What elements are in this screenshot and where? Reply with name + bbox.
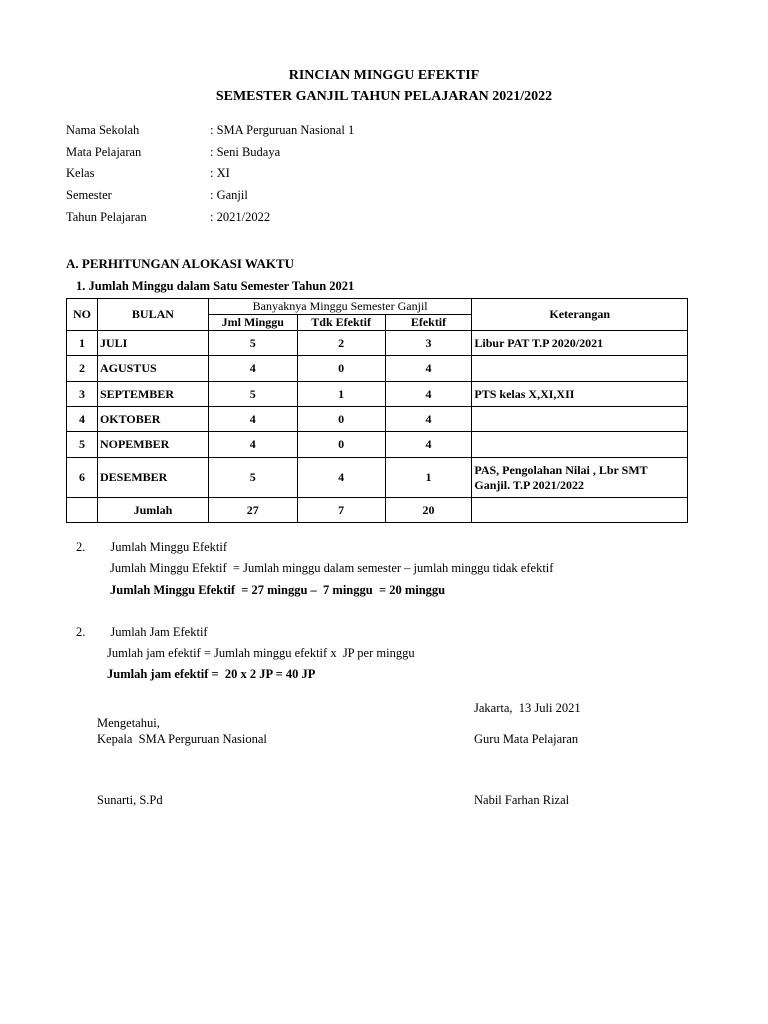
cell-keterangan <box>472 458 688 498</box>
cell-no: 4 <box>67 407 98 432</box>
keterangan-line: PAS, Pengolahan Nilai , Lbr SMT <box>474 462 648 477</box>
header-jml-minggu: Jml Minggu <box>208 315 297 331</box>
info-value: : 2021/2022 <box>210 210 271 224</box>
cell-total-label: Jumlah <box>97 498 208 523</box>
principal-title: Kepala SMA Perguruan Nasional <box>97 732 267 746</box>
table-row <box>67 356 688 382</box>
cell-keterangan: Libur PAT T.P 2020/2021 <box>472 331 688 356</box>
effective-weeks-result: Jumlah Minggu Efektif = 27 minggu – 7 minggu = 20 minggu <box>110 583 446 597</box>
table-header-row <box>67 299 688 315</box>
info-label: Semester <box>66 188 112 202</box>
cell-bulan: NOPEMBER <box>97 432 208 458</box>
cell-no: 1 <box>67 331 98 356</box>
info-label: Tahun Pelajaran <box>66 210 147 224</box>
info-row-year <box>66 210 270 225</box>
info-value: : Seni Budaya <box>210 145 281 159</box>
table-total-row <box>67 498 688 523</box>
cell-no: 2 <box>67 356 98 382</box>
teacher-title: Guru Mata Pelajaran <box>474 732 579 746</box>
effective-hours-heading: 2. Jumlah Jam Efektif <box>76 625 208 639</box>
cell-total-tdk: 7 <box>297 498 385 523</box>
cell-jml: 4 <box>208 356 297 382</box>
header-no: NO <box>67 299 98 331</box>
effective-weeks-heading: 2. Jumlah Minggu Efektif <box>76 540 228 554</box>
table-row <box>67 458 688 498</box>
cell-empty <box>472 498 688 523</box>
subsection-heading: 1. Jumlah Minggu dalam Satu Semester Tahun 2021 <box>76 279 355 293</box>
header-group: Banyaknya Minggu Semester Ganjil <box>208 299 472 315</box>
header-efektif: Efektif <box>385 315 472 331</box>
cell-bulan: DESEMBER <box>97 458 208 498</box>
weeks-table <box>66 298 688 523</box>
document-title: RINCIAN MINGGU EFEKTIF <box>288 68 480 83</box>
cell-jml: 5 <box>208 331 297 356</box>
info-value: : Ganjil <box>210 188 248 202</box>
cell-jml: 4 <box>208 407 297 432</box>
keterangan-line: Ganjil. T.P 2021/2022 <box>474 477 584 492</box>
cell-jml: 5 <box>208 382 297 407</box>
cell-efektif: 1 <box>385 458 472 498</box>
info-row-subject <box>66 145 280 160</box>
table-row <box>67 382 688 407</box>
cell-tdk: 2 <box>297 331 385 356</box>
header-bulan: BULAN <box>97 299 208 331</box>
cell-bulan: SEPTEMBER <box>97 382 208 407</box>
table-row <box>67 432 688 458</box>
cell-bulan: JULI <box>97 331 208 356</box>
cell-efektif: 4 <box>385 382 472 407</box>
cell-tdk: 1 <box>297 382 385 407</box>
teacher-name: Nabil Farhan Rizal <box>474 793 570 807</box>
cell-tdk: 4 <box>297 458 385 498</box>
header-tdk-efektif: Tdk Efektif <box>297 315 385 331</box>
table-row <box>67 331 688 356</box>
cell-efektif: 3 <box>385 331 472 356</box>
document-subtitle: SEMESTER GANJIL TAHUN PELAJARAN 2021/2022 <box>215 89 553 104</box>
info-row-school <box>66 123 354 138</box>
effective-hours-formula: Jumlah jam efektif = Jumlah minggu efektif x JP per minggu <box>107 646 415 660</box>
cell-bulan: AGUSTUS <box>97 356 208 382</box>
info-row-semester <box>66 188 248 203</box>
cell-efektif: 4 <box>385 356 472 382</box>
info-label: Mata Pelajaran <box>66 145 142 159</box>
info-value: : SMA Perguruan Nasional 1 <box>210 123 355 137</box>
cell-total-efektif: 20 <box>385 498 472 523</box>
cell-jml: 4 <box>208 432 297 458</box>
cell-keterangan <box>472 407 688 432</box>
cell-tdk: 0 <box>297 432 385 458</box>
effective-hours-result: Jumlah jam efektif = 20 x 2 JP = 40 JP <box>107 667 316 681</box>
cell-keterangan <box>472 432 688 458</box>
info-label: Kelas <box>66 166 95 180</box>
cell-no: 3 <box>67 382 98 407</box>
section-heading: A. PERHITUNGAN ALOKASI WAKTU <box>66 256 295 271</box>
principal-name: Sunarti, S.Pd <box>97 793 163 807</box>
cell-no: 6 <box>67 458 98 498</box>
header-keterangan: Keterangan <box>472 299 688 331</box>
cell-bulan: OKTOBER <box>97 407 208 432</box>
cell-empty <box>67 498 98 523</box>
cell-tdk: 0 <box>297 356 385 382</box>
info-row-class <box>66 166 230 181</box>
cell-keterangan <box>472 356 688 382</box>
cell-efektif: 4 <box>385 407 472 432</box>
effective-weeks-formula: Jumlah Minggu Efektif = Jumlah minggu dalam semester – jumlah minggu tidak efektif <box>110 561 554 575</box>
cell-tdk: 0 <box>297 407 385 432</box>
info-label: Nama Sekolah <box>66 123 140 137</box>
cell-total-jml: 27 <box>208 498 297 523</box>
cell-keterangan: PTS kelas X,XI,XII <box>472 382 688 407</box>
mengetahui-label: Mengetahui, <box>97 716 160 730</box>
cell-no: 5 <box>67 432 98 458</box>
place-date: Jakarta, 13 Juli 2021 <box>474 701 581 715</box>
info-value: : XI <box>210 166 230 180</box>
cell-efektif: 4 <box>385 432 472 458</box>
cell-jml: 5 <box>208 458 297 498</box>
table-row <box>67 407 688 432</box>
